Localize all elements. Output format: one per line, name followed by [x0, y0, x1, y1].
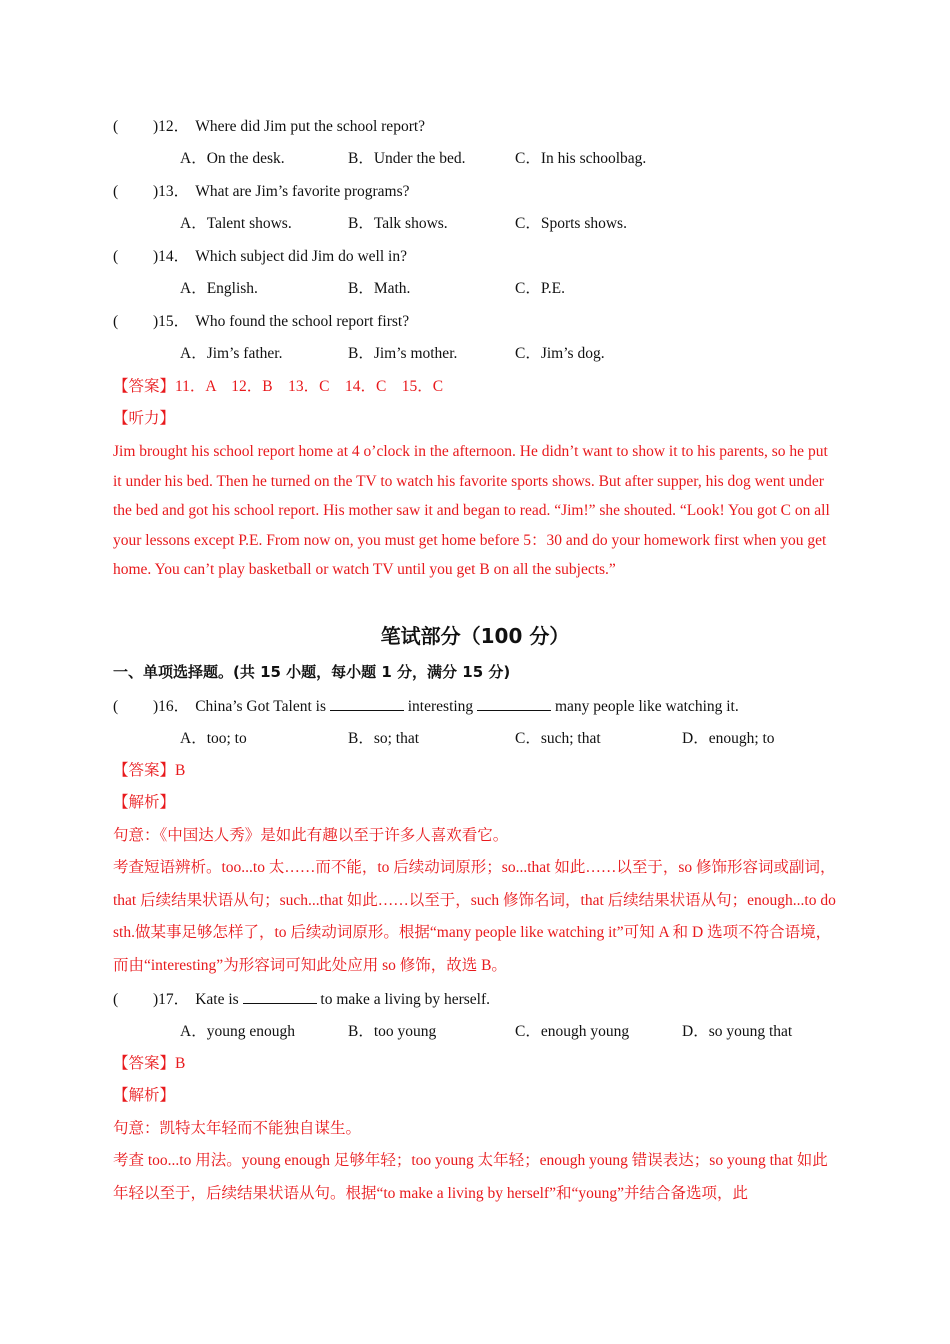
- question-15: [113, 312, 838, 332]
- analysis-17: 考查 too...to 用法。young enough 足够年轻；too young 太年轻；enough young 错误表达；so young that 如此年轻以至于，后续结果状语从句。根据“to make a living by herself”和“young”并结合备选项，此: [113, 1152, 828, 1202]
- paren-close: ): [153, 183, 159, 200]
- question-text-part: to make a living by herself.: [320, 991, 491, 1008]
- option-a: A．Jim’s father.: [180, 345, 283, 362]
- option-d: D．so young that: [682, 1023, 793, 1040]
- option-c: C．such; that: [515, 730, 601, 747]
- option-b: B．Math.: [348, 280, 411, 297]
- listening-label: 【听力】: [113, 410, 176, 427]
- analysis-label-16: 【解析】: [113, 794, 176, 811]
- paren-close: ): [153, 248, 159, 265]
- paren-open: (: [113, 313, 119, 330]
- question-13: [113, 182, 838, 202]
- question-text-part: interesting: [407, 698, 474, 715]
- option-b: B．so; that: [348, 730, 420, 747]
- paren-open: (: [113, 183, 119, 200]
- option-c: C．enough young: [515, 1023, 630, 1040]
- paren-open: (: [113, 991, 119, 1008]
- question-number: 14．: [158, 248, 190, 265]
- question-17: [113, 989, 838, 1010]
- answer-17: 【答案】B: [113, 1055, 186, 1072]
- answer-16: 【答案】B: [113, 762, 186, 779]
- question-number: 15．: [158, 313, 190, 330]
- option-c: C．Sports shows.: [515, 215, 627, 232]
- option-b: B．too young: [348, 1023, 437, 1040]
- option-c: C．P.E.: [515, 280, 565, 297]
- question-16: [113, 696, 838, 717]
- question-text: Who found the school report first?: [195, 313, 410, 330]
- option-b: B．Talk shows.: [348, 215, 448, 232]
- question-12: [113, 117, 838, 137]
- question-text: Where did Jim put the school report?: [195, 118, 426, 135]
- option-c: C．Jim’s dog.: [515, 345, 605, 362]
- answer-blank: [330, 696, 404, 711]
- option-a: A．too; to: [180, 730, 247, 747]
- question-number: 12．: [158, 118, 190, 135]
- paren-close: ): [153, 991, 159, 1008]
- paren-open: (: [113, 248, 119, 265]
- option-b: B．Under the bed.: [348, 150, 466, 167]
- paren-close: ): [153, 118, 159, 135]
- paren-close: ): [153, 698, 159, 715]
- question-text: What are Jim’s favorite programs?: [195, 183, 410, 200]
- analysis-16: 考查短语辨析。too...to 太……而不能，to 后续动词原形；so...that 如此……以至于，so 修饰形容词或副词，that 后续结果状语从句；such...that 如此……以至于，such 修饰名词，that 后续结果状语从句；enough...to do sth.做某事足够怎样了，to 后续动词原形。根据“many people like watching it”可知 A 和 D 选项不符合语境，而由“interesting”为形容词可知此处应用 so 修饰，故选 B。: [113, 859, 836, 974]
- question-text-part: many people like watching it.: [554, 698, 739, 715]
- question-text-part: China’s Got Talent is: [195, 698, 326, 715]
- option-a: A．On the desk.: [180, 150, 285, 167]
- section-one-heading: 一、单项选择题。(共 15 小题，每小题 1 分，满分 15 分): [113, 663, 511, 681]
- listening-transcript: Jim brought his school report home at 4 o’clock in the afternoon. He didn’t want to show it to his parents, so he put it under his bed. Then he turned on the TV to watch his favorite sports shows. But after supper, his dog went under the bed and got his school report. His mother saw it and began to read. “Jim!” she shouted. “Look! You got C on all your lessons except P.E. From now on, you must get home before 5：30 and do your homework first when you get home. You can’t play basketball or watch TV until you get B on all the subjects.”: [113, 443, 830, 578]
- option-d: D．enough; to: [682, 730, 775, 747]
- written-section-title: 笔试部分（100 分）: [380, 624, 570, 648]
- paren-open: (: [113, 698, 119, 715]
- question-number: 13．: [158, 183, 190, 200]
- paren-close: ): [153, 313, 159, 330]
- answer-key-11-15: 【答案】11．A 12．B 13．C 14．C 15．C: [113, 378, 444, 395]
- option-a: A．young enough: [180, 1023, 295, 1040]
- meaning-17: 句意：凯特太年轻而不能独自谋生。: [113, 1120, 362, 1137]
- paren-open: (: [113, 118, 119, 135]
- answer-blank: [477, 696, 551, 711]
- analysis-label-17: 【解析】: [113, 1087, 176, 1104]
- question-text: Which subject did Jim do well in?: [195, 248, 407, 265]
- option-b: B．Jim’s mother.: [348, 345, 458, 362]
- question-text-part: Kate is: [195, 991, 239, 1008]
- option-c: C．In his schoolbag.: [515, 150, 647, 167]
- meaning-16: 句意：《中国达人秀》是如此有趣以至于许多人喜欢看它。: [113, 827, 509, 844]
- option-a: A．English.: [180, 280, 258, 297]
- question-number: 16．: [158, 698, 190, 715]
- option-a: A．Talent shows.: [180, 215, 292, 232]
- answer-blank: [243, 989, 317, 1004]
- question-14: [113, 247, 838, 267]
- question-number: 17．: [158, 991, 190, 1008]
